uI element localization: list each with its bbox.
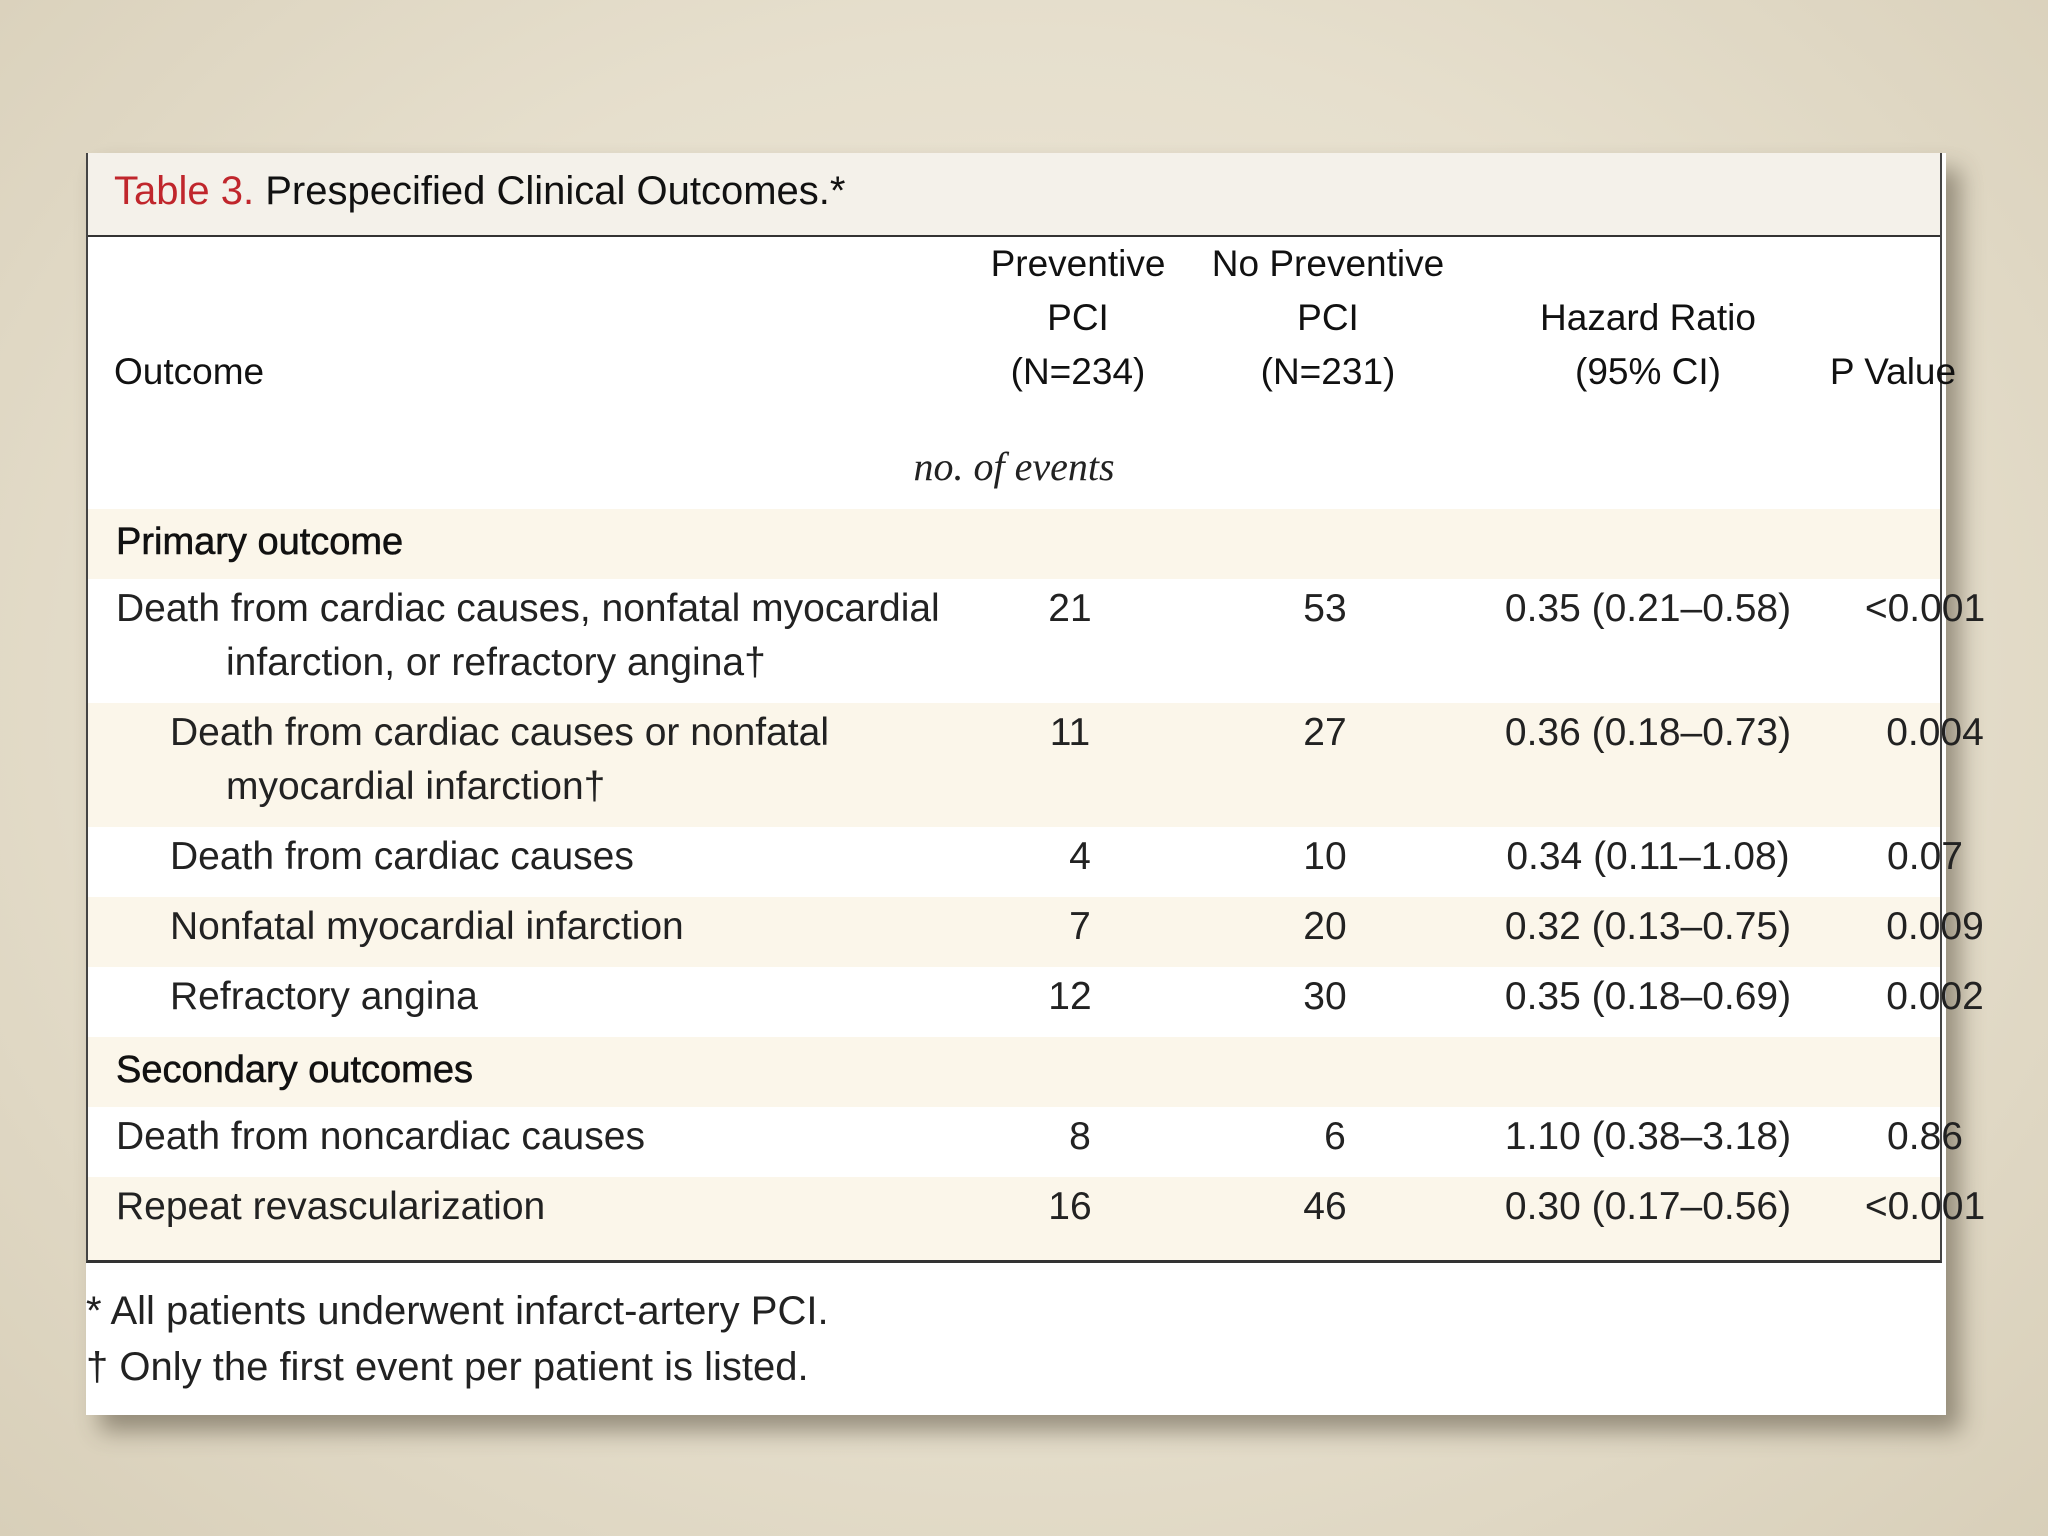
hazard-ratio-value: 0.30 (0.17–0.56) [1504,1185,1792,1228]
column-header-p-value: P Value [1829,351,1957,392]
outcome-cell: Death from noncardiac causes [116,1115,645,1158]
preventive-value: 4 [1069,835,1091,878]
section-label-primary: Primary outcome [116,521,404,563]
table-title-text: Prespecified Clinical Outcomes.* [265,169,846,213]
outcome-cell: Death from cardiac causes [170,835,634,878]
p-value: <0.001 [1864,1185,1986,1228]
preventive-value: 16 [1048,1185,1092,1228]
column-header-no-preventive: No Preventive PCI (N=231) [1211,243,1445,392]
hazard-ratio-value: 1.10 (0.38–3.18) [1504,1115,1792,1158]
no-preventive-value: 10 [1303,835,1347,878]
preventive-value: 21 [1048,587,1092,630]
p-value: <0.001 [1864,587,1986,630]
p-value: 0.004 [1886,711,1984,754]
no-preventive-value: 46 [1303,1185,1347,1228]
p-value: 0.002 [1886,975,1984,1018]
hazard-ratio-value: 0.35 (0.21–0.58) [1504,587,1792,630]
outcome-cell: Repeat revascularization [116,1185,546,1228]
no-preventive-value: 27 [1303,711,1347,754]
table-label: Table 3. [114,169,255,213]
no-preventive-value: 30 [1303,975,1347,1018]
p-value: 0.86 [1887,1115,1963,1158]
footnote-dagger: † Only the first event per patient is listed. [86,1345,809,1389]
column-header-hazard-ratio: Hazard Ratio (95% CI) [1540,297,1756,392]
table-row [88,1177,1986,1260]
no-preventive-value: 6 [1324,1115,1346,1158]
preventive-value: 12 [1048,975,1092,1018]
table-row [88,897,1984,967]
footnotes [86,1283,829,1395]
outcome-cell: Nonfatal myocardial infarction [170,905,684,948]
table-row: Death from cardiac causes or nonfatal myocardial infarction† 11 27 0.36 (0.18–0.73) 0.004 [88,703,1940,827]
section-secondary [88,1037,1940,1107]
preventive-value: 7 [1069,905,1091,948]
hazard-ratio-value: 0.32 (0.13–0.75) [1504,905,1792,948]
no-preventive-value: 53 [1303,587,1347,630]
preventive-value: 11 [1049,711,1091,754]
p-value: 0.07 [1887,835,1963,878]
table-title-bar [88,153,1940,237]
outcomes-table [86,153,1986,1263]
no-preventive-value: 20 [1303,905,1347,948]
table-title [114,169,845,214]
hazard-ratio-value: 0.35 (0.18–0.69) [1504,975,1792,1018]
p-value: 0.009 [1886,905,1984,948]
hazard-ratio-value: 0.36 (0.18–0.73) [1504,711,1792,754]
units-label: no. of events [913,444,1115,489]
column-header-preventive: Preventive PCI (N=234) [990,243,1166,392]
table-row [88,1107,1963,1177]
table-row [88,967,1984,1037]
section-primary [88,509,1940,579]
hazard-ratio-value: 0.34 (0.11–1.08) [1506,835,1790,878]
outcome-cell: Refractory angina [170,975,478,1018]
slide [86,153,1986,1415]
footnote-asterisk: * All patients underwent infarct-artery PCI. [86,1289,829,1333]
table-row: Death from cardiac causes, nonfatal myocardial infarction, or refractory angina† 21 53 0.35 (0.21–0.58) <0.001 [88,579,1940,703]
preventive-value: 8 [1069,1115,1091,1158]
section-label-secondary: Secondary outcomes [116,1049,473,1091]
column-header-outcome: Outcome [114,351,265,392]
table-row [88,827,1963,897]
